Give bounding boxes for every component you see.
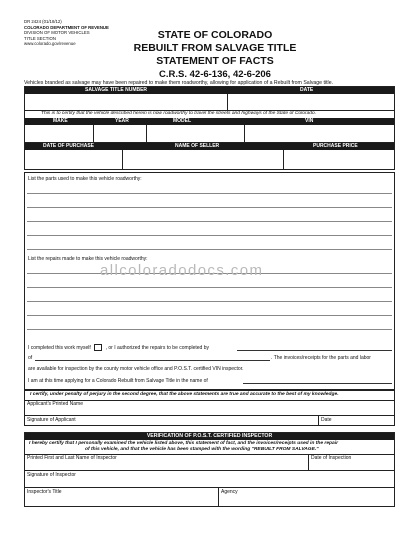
make-model-bar [25, 118, 394, 125]
invoices-text: . The invoices/receipts for the parts and labor [271, 355, 371, 361]
agency-field[interactable] [218, 488, 394, 506]
inspector-certify-line-2: of this vehicle, and that the vehicle has been stamped with the wording "REBUILT FROM SALVAGE." [85, 447, 319, 452]
vin-label: VIN [305, 118, 314, 124]
statute-line: C.R.S. 42-6-136, 42-6-206 [159, 69, 271, 80]
date-of-purchase-field[interactable] [26, 150, 121, 169]
completion-line-1 [28, 344, 209, 351]
title-line-1: STATE OF COLORADO [157, 29, 273, 41]
title-date-bar [25, 87, 394, 94]
make-field[interactable] [26, 125, 92, 142]
inspector-name-field[interactable] [25, 455, 307, 470]
title-line-3: STATEMENT OF FACTS [156, 55, 274, 67]
completion-section [24, 340, 395, 390]
repairs-line[interactable] [27, 329, 392, 330]
repairs-line[interactable] [27, 315, 392, 316]
website-text: www.colorado.gov/revenue [24, 41, 76, 47]
inspector-section [24, 432, 395, 507]
parts-line[interactable] [27, 207, 392, 208]
date-field[interactable] [227, 94, 394, 110]
inspection-date-label: Date of Inspection [311, 455, 352, 461]
vin-field[interactable] [244, 125, 394, 142]
inspector-certify-line-1: I hereby certify that I personally examined the vehicle listed above, this statement of fact, and the invoices/receipts used in the repair [29, 441, 339, 446]
parts-label: List the parts used to make this vehicle roadworthy: [28, 176, 142, 182]
title-owner-name-field[interactable] [243, 383, 392, 384]
year-label: YEAR [115, 118, 129, 124]
vehicle-info-section [24, 86, 395, 170]
title-line-2: REBUILT FROM SALVAGE TITLE [133, 42, 297, 54]
applicant-signature-label: Signature of Applicant [27, 417, 76, 423]
form-header [24, 19, 109, 47]
applicant-date-label: Date [321, 417, 332, 423]
parts-line[interactable] [27, 193, 392, 194]
section-name: TITLE SECTION [24, 35, 56, 41]
name-of-seller-field[interactable] [122, 150, 282, 169]
inspector-title-label: Inspector's Title [27, 489, 62, 495]
model-field[interactable] [146, 125, 243, 142]
department-name: COLORADO DEPARTMENT OF REVENUE [24, 24, 109, 30]
inspector-signature-field[interactable] [25, 471, 394, 486]
authorized-repairs-text: , or I authorized the repairs to be completed by [105, 344, 209, 351]
salvage-title-number-field[interactable] [26, 95, 226, 109]
applying-title-text: I am at this time applying for a Colorado Rebuilt from Salvage Title in the name of [28, 378, 208, 384]
model-label: MODEL [173, 118, 192, 124]
repair-shop-field[interactable] [35, 360, 270, 361]
of-text: of [28, 355, 33, 361]
repairs-label: List the repairs made to make this vehicle roadworthy: [28, 256, 148, 262]
make-label: MAKE [53, 118, 68, 124]
name-of-seller-label: NAME OF SELLER [175, 143, 220, 149]
penalty-statement: I certify, under penalty of perjury in the second degree, that the above statements are true and accurate to the best of my knowledge. [30, 392, 339, 397]
completed-myself-checkbox[interactable] [94, 344, 102, 351]
inspector-title-field[interactable] [25, 488, 217, 506]
repairs-line[interactable] [27, 301, 392, 302]
form-number: DR 2424 (01/18/12) [24, 19, 62, 24]
division-name: DIVISION OF MOTOR VEHICLES [24, 30, 90, 36]
date-of-purchase-label: DATE OF PURCHASE [43, 143, 95, 149]
inspector-name-label: Printed First and Last Name of Inspector [27, 455, 117, 461]
applicant-printed-name-label: Applicant's Printed Name [27, 401, 83, 407]
year-field[interactable] [93, 125, 145, 142]
parts-line[interactable] [27, 221, 392, 222]
agency-label: Agency [221, 489, 238, 495]
inspector-signature-label: Signature of Inspector [27, 472, 76, 478]
purchase-price-label: PURCHASE PRICE [313, 143, 358, 149]
parts-line[interactable] [27, 235, 392, 236]
inspector-bar: VERIFICATION OF P.O.S.T. CERTIFIED INSPECTOR [25, 433, 394, 440]
watermark: allcoloradodocs.com [100, 262, 264, 279]
parts-line[interactable] [27, 249, 392, 250]
roadworthy-certify-text: This is to certify that the vehicle described herein is now roadworthy to travel the streets and highways of the State of Colorado. [41, 111, 317, 116]
intro-text: Vehicles branded as salvage may have been repaired to make them roadworthy, allowing for application of a Rebuilt from Salvage title. [24, 80, 334, 86]
date-label: DATE [300, 87, 314, 93]
repairer-name-field[interactable] [237, 350, 392, 351]
inspection-availability-text: are available for inspection by the county motor vehicle office and P.O.S.T. certified VIN inspector. [28, 366, 244, 372]
applicant-section [24, 390, 395, 426]
repairs-line[interactable] [27, 287, 392, 288]
applicant-printed-name-field[interactable] [25, 407, 394, 415]
salvage-title-number-label: SALVAGE TITLE NUMBER [85, 87, 148, 93]
completed-myself-text: I completed this work myself [28, 344, 91, 351]
purchase-price-field[interactable] [283, 150, 394, 169]
applicant-signature-field[interactable] [25, 416, 317, 425]
